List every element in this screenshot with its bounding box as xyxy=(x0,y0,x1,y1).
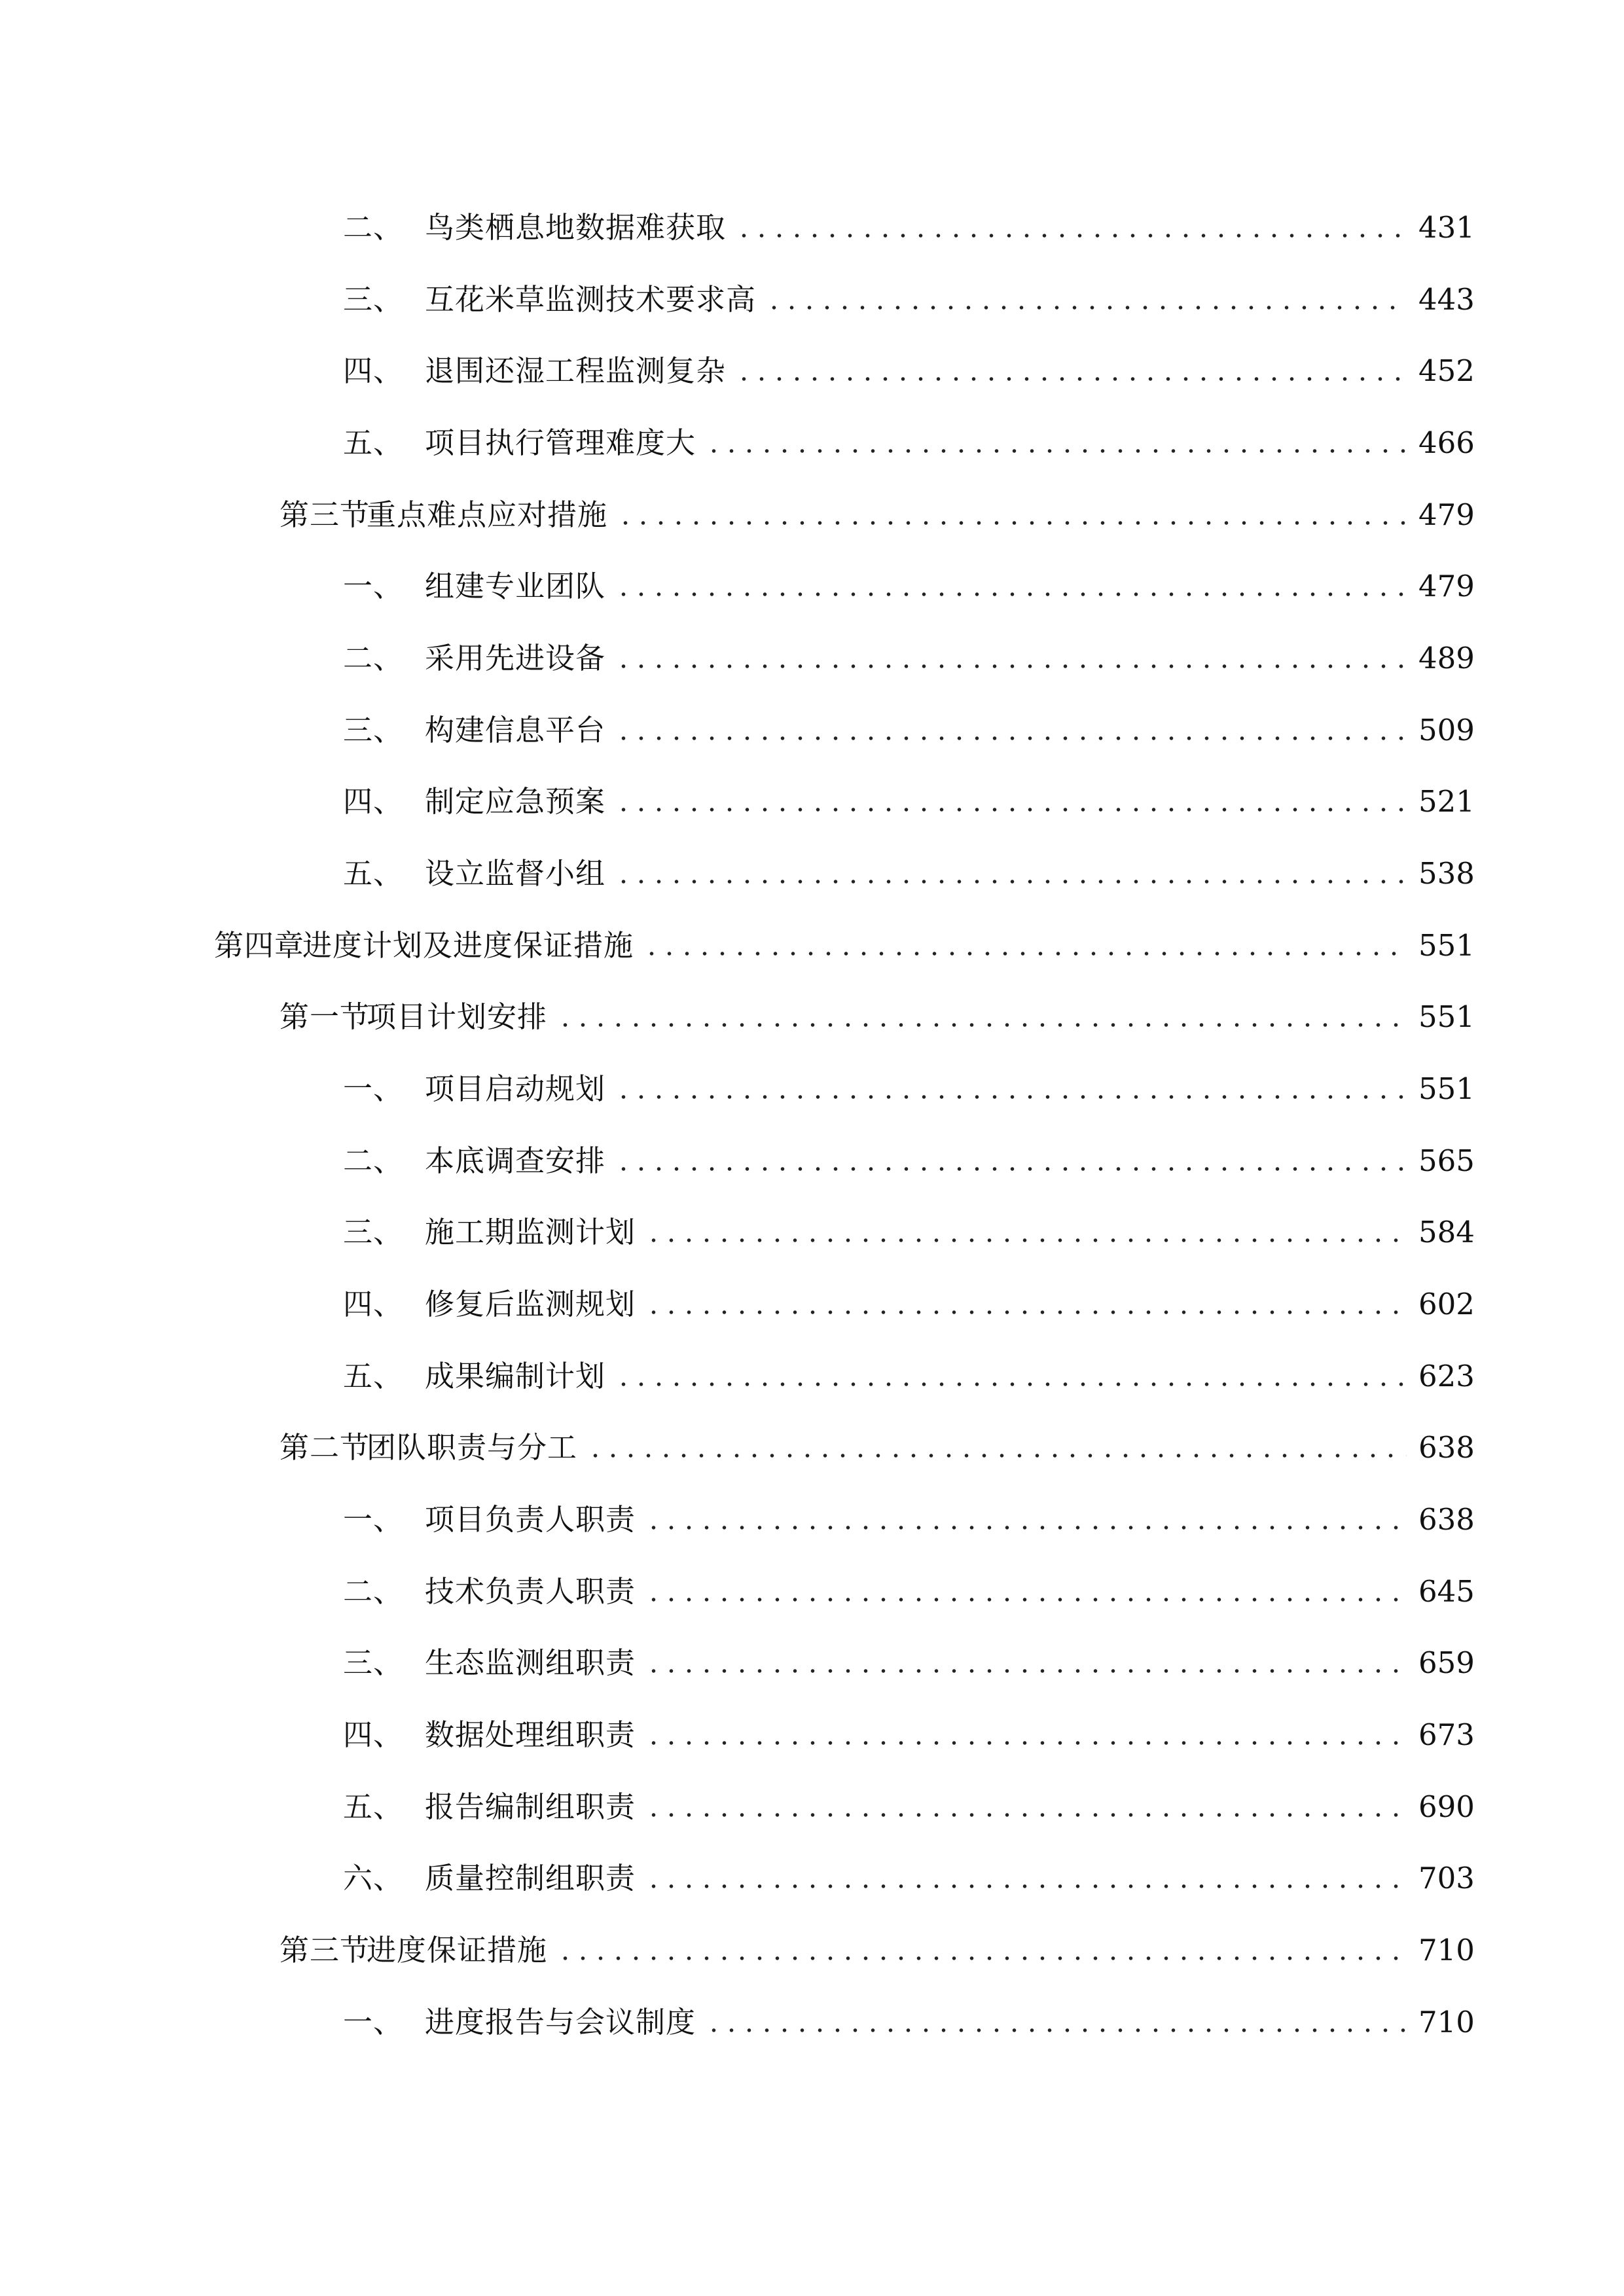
toc-page-number: 443 xyxy=(1418,282,1475,317)
toc-entry-label xyxy=(343,353,726,389)
toc-entry-label xyxy=(343,1645,636,1681)
toc-entry[interactable] xyxy=(343,1198,1475,1251)
toc-entry-number: 三、 xyxy=(343,282,404,317)
dot-leader xyxy=(645,1238,1407,1243)
toc-page-number: 703 xyxy=(1418,1861,1475,1895)
toc-entry[interactable] xyxy=(343,624,1475,677)
toc-entry-number: 五、 xyxy=(343,425,404,460)
toc-page-number: 659 xyxy=(1418,1645,1475,1680)
toc-entry-number: 四、 xyxy=(343,784,404,819)
toc-entry-number: 二、 xyxy=(343,210,404,245)
toc-page-number: 538 xyxy=(1418,856,1475,891)
toc-entry[interactable] xyxy=(343,1486,1475,1538)
toc-page-number: 466 xyxy=(1418,425,1475,460)
dot-leader xyxy=(615,664,1407,669)
toc-entry-label xyxy=(343,568,605,605)
toc-page-number: 551 xyxy=(1418,928,1475,963)
dot-leader xyxy=(645,1310,1407,1315)
toc-section-entry[interactable] xyxy=(280,481,1475,533)
toc-page-number: 645 xyxy=(1418,1574,1475,1609)
dot-leader xyxy=(617,520,1407,526)
toc-entry[interactable] xyxy=(343,194,1475,246)
toc-entry-number: 三、 xyxy=(343,1215,404,1249)
toc-entry-title: 项目启动规划 xyxy=(425,1071,606,1106)
dot-leader xyxy=(705,2028,1407,2033)
toc-entry-label xyxy=(280,1932,547,1969)
toc-entry-label xyxy=(280,1429,577,1466)
toc-page-number: 710 xyxy=(1418,1933,1475,1967)
toc-entry-label xyxy=(343,1501,636,1538)
toc-entry-title: 鸟类栖息地数据难获取 xyxy=(425,210,727,245)
toc-entry-title: 互花米草监测技术要求高 xyxy=(425,282,757,317)
toc-entry-title: 成果编制计划 xyxy=(425,1359,606,1393)
dot-leader xyxy=(615,1166,1407,1172)
toc-entry-number: 三、 xyxy=(343,713,404,747)
toc-entry-title: 构建信息平台 xyxy=(425,713,606,747)
toc-entry-label xyxy=(343,425,696,461)
toc-entry-title: 制定应急预案 xyxy=(425,784,606,819)
dot-leader xyxy=(645,1525,1407,1530)
toc-entry-number: 五、 xyxy=(343,856,404,891)
toc-entry-number: 第三节 xyxy=(280,497,370,532)
toc-page-number: 638 xyxy=(1418,1502,1475,1537)
toc-entry[interactable] xyxy=(343,1844,1475,1897)
toc-entry-label xyxy=(343,1358,605,1395)
toc-page-number: 452 xyxy=(1418,353,1475,388)
toc-entry[interactable] xyxy=(343,409,1475,461)
dot-leader xyxy=(586,1453,1407,1458)
toc-entry[interactable] xyxy=(343,768,1475,820)
toc-entry-title: 本底调查安排 xyxy=(425,1143,606,1178)
toc-entry[interactable] xyxy=(343,696,1475,749)
toc-entry-number: 二、 xyxy=(343,1574,404,1609)
toc-entry-label xyxy=(280,497,607,533)
toc-entry[interactable] xyxy=(343,1342,1475,1395)
toc-chapter-entry[interactable] xyxy=(214,912,1475,964)
dot-leader xyxy=(643,951,1407,956)
toc-entry-number: 五、 xyxy=(343,1789,404,1824)
toc-entry-title: 采用先进设备 xyxy=(425,641,606,675)
toc-entry-number: 第三节 xyxy=(280,1933,370,1967)
toc-entry-label xyxy=(343,640,605,677)
dot-leader xyxy=(556,1022,1407,1028)
toc-entry-title: 修复后监测规划 xyxy=(425,1287,636,1321)
toc-entry-title: 质量控制组职责 xyxy=(425,1861,636,1895)
dot-leader xyxy=(645,1740,1407,1746)
dot-leader xyxy=(645,1597,1407,1602)
toc-entry-title: 重点难点应对措施 xyxy=(367,497,608,532)
toc-entry-number: 第一节 xyxy=(280,999,370,1034)
toc-entry-number: 二、 xyxy=(343,1143,404,1178)
toc-page-number: 690 xyxy=(1418,1789,1475,1824)
toc-entry-label xyxy=(343,1573,636,1610)
toc-entry-number: 三、 xyxy=(343,1645,404,1680)
toc-entry-title: 生态监测组职责 xyxy=(425,1645,636,1680)
toc-entry-label xyxy=(343,1286,636,1323)
toc-entry[interactable] xyxy=(343,337,1475,389)
toc-entry-title: 项目执行管理难度大 xyxy=(425,425,696,460)
toc-page-number: 479 xyxy=(1418,497,1475,532)
toc-entry-title: 退围还湿工程监测复杂 xyxy=(425,353,727,388)
dot-leader xyxy=(615,736,1407,741)
dot-leader xyxy=(705,448,1407,454)
toc-entry[interactable] xyxy=(343,1055,1475,1107)
toc-entry-number: 一、 xyxy=(343,1502,404,1537)
toc-entry-label xyxy=(343,2004,696,2041)
dot-leader xyxy=(556,1956,1407,1961)
toc-entry-label xyxy=(343,281,756,318)
toc-entry[interactable] xyxy=(343,1773,1475,1825)
toc-entry[interactable] xyxy=(343,1127,1475,1179)
toc-entry-label xyxy=(343,1143,605,1179)
toc-entry-title: 团队职责与分工 xyxy=(367,1430,578,1465)
toc-entry-label xyxy=(343,209,726,246)
toc-entry-label xyxy=(343,712,605,749)
toc-entry-number: 四、 xyxy=(343,353,404,388)
toc-entry-number: 四、 xyxy=(343,1287,404,1321)
toc-entry-label xyxy=(214,927,634,964)
toc-page-number: 489 xyxy=(1418,641,1475,675)
toc-entry[interactable] xyxy=(343,552,1475,605)
toc-section-entry[interactable] xyxy=(280,983,1475,1035)
toc-entry-label xyxy=(343,1860,636,1897)
toc-entry-number: 一、 xyxy=(343,2005,404,2039)
dot-leader xyxy=(615,592,1407,597)
toc-entry[interactable] xyxy=(343,266,1475,318)
dot-leader xyxy=(765,305,1407,310)
toc-page-number: 479 xyxy=(1418,569,1475,603)
toc-entry-title: 项目计划安排 xyxy=(367,999,548,1034)
dot-leader xyxy=(615,1382,1407,1387)
dot-leader xyxy=(645,1668,1407,1674)
dot-leader xyxy=(735,376,1407,382)
toc-entry-number: 二、 xyxy=(343,641,404,675)
toc-page-number: 431 xyxy=(1418,210,1475,245)
toc-entry-number: 第二节 xyxy=(280,1430,370,1465)
toc-entry-number: 六、 xyxy=(343,1861,404,1895)
toc-entry-label xyxy=(343,1717,636,1753)
toc-page-number: 710 xyxy=(1418,2005,1475,2039)
toc-entry-title: 技术负责人职责 xyxy=(425,1574,636,1609)
toc-page-number: 521 xyxy=(1418,784,1475,819)
toc-page-number: 602 xyxy=(1418,1287,1475,1321)
toc-entry[interactable] xyxy=(343,1988,1475,2041)
toc-entry[interactable] xyxy=(343,840,1475,892)
toc-entry-number: 一、 xyxy=(343,1071,404,1106)
toc-entry[interactable] xyxy=(343,1558,1475,1610)
toc-entry-title: 施工期监测计划 xyxy=(425,1215,636,1249)
toc-entry-title: 数据处理组职责 xyxy=(425,1717,636,1752)
dot-leader xyxy=(615,1094,1407,1100)
toc-section-entry[interactable] xyxy=(280,1916,1475,1969)
toc-page-number: 551 xyxy=(1418,999,1475,1034)
dot-leader xyxy=(615,879,1407,884)
toc-page-number: 509 xyxy=(1418,713,1475,747)
toc-entry-label xyxy=(343,1071,605,1107)
dot-leader xyxy=(615,807,1407,812)
toc-entry-label xyxy=(343,1214,636,1251)
toc-entry-title: 设立监督小组 xyxy=(425,856,606,891)
toc-entry-title: 项目负责人职责 xyxy=(425,1502,636,1537)
toc-entry-title: 进度报告与会议制度 xyxy=(425,2005,696,2039)
toc-page-number: 584 xyxy=(1418,1215,1475,1249)
toc-entry-title: 报告编制组职责 xyxy=(425,1789,636,1824)
toc-entry-label xyxy=(343,783,605,820)
toc-entry[interactable] xyxy=(343,1270,1475,1323)
toc-page-number: 673 xyxy=(1418,1717,1475,1752)
dot-leader xyxy=(735,233,1407,238)
toc-entry-label xyxy=(343,1789,636,1825)
toc-entry-number: 第四章 xyxy=(214,928,305,963)
toc-section-entry[interactable] xyxy=(280,1414,1475,1466)
toc-entry-title: 进度保证措施 xyxy=(367,1933,548,1967)
toc-entry-number: 四、 xyxy=(343,1717,404,1752)
toc-entry-title: 进度计划及进度保证措施 xyxy=(302,928,634,963)
dot-leader xyxy=(645,1884,1407,1889)
toc-page-number: 623 xyxy=(1418,1359,1475,1393)
toc-entry-number: 五、 xyxy=(343,1359,404,1393)
toc-entry-number: 一、 xyxy=(343,569,404,603)
toc-entry-label xyxy=(280,999,547,1035)
toc-entry-title: 组建专业团队 xyxy=(425,569,606,603)
toc-page-number: 638 xyxy=(1418,1430,1475,1465)
toc-page-number: 565 xyxy=(1418,1143,1475,1178)
toc-entry[interactable] xyxy=(343,1701,1475,1753)
toc-page-number: 551 xyxy=(1418,1071,1475,1106)
dot-leader xyxy=(645,1812,1407,1818)
toc-entry-label xyxy=(343,855,605,892)
toc-entry[interactable] xyxy=(343,1629,1475,1681)
